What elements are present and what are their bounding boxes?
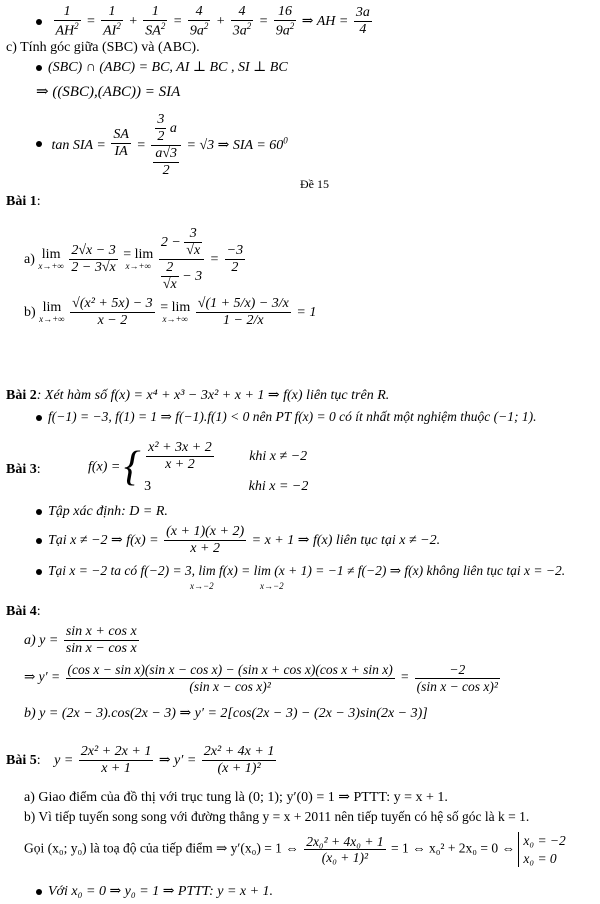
bai3-bullet-3: Tại x = −2 ta có f(−2) = 3, lim f(x) = lim (x + 1) = −1 ≠ f(−2) ⇒ f(x) không liên tục tại x = −2. — [36, 564, 565, 579]
nested-fraction: 2 − $\frac{3}{√x}$ $\frac{2}{√x}$ − 3 — [160, 226, 203, 293]
bai3-function: f(x) = { $\frac{\text{x² + 3x + 2}}{x + 2}$ khi x ≠ −2 3 khi x = −2 — [88, 440, 309, 495]
limit: lim x→+∞ — [39, 299, 65, 325]
bai1-heading: Bài 1: — [6, 194, 41, 209]
part-c-tan: tan SIA = $\frac{SA}{IA}$ = $\frac{3}{2}$ a $\frac{a√3}{2}$ = √3 ⇒ SIA = $60^0$ — [36, 112, 288, 179]
bai4-b: b) y = (2x − 3).cos(2x − 3) ⇒ y′ = 2[cos(2x − 3) − (2x − 3)sin(2x − 3)] — [24, 706, 428, 721]
fraction: $\frac{1}{SA^2}$ — [145, 4, 166, 39]
bai2-bullet: f(−1) = −3, f(1) = 1 ⇒ f(−1).f(1) < 0 nên PT f(x) = 0 có ít nhất một nghiệm thuộc (−1; 1). — [36, 410, 537, 425]
bai4-derivative: ⇒ y′ = (cos x − sin x)(sin x − cos x) − (sin x + cos x)(cos x + sin x) (sin x − cos x)² = $\frac{-2}{\text{(sin x − cos x)²}}$ — [24, 662, 498, 694]
fraction: $\frac{(x + 1)(x + 2)}{x + 2}$ — [166, 524, 245, 557]
fraction: (cos x − sin x)(sin x − cos x) − (sin x + cos x)(cos x + sin x) (sin x − cos x)² — [67, 662, 393, 694]
bullet-icon — [36, 65, 42, 71]
fraction: $\frac{3a}{4}$ — [355, 5, 370, 38]
limit-sub: x→−2 — [260, 581, 284, 591]
nested-fraction: $\frac{3}{2}$ a $\frac{a√3}{2}$ — [151, 112, 181, 179]
fraction: $\frac{-2}{\text{(sin x − cos x)²}}$ — [416, 662, 498, 694]
bullet-icon — [36, 141, 42, 147]
bullet-icon — [36, 889, 42, 895]
bullet-icon — [36, 415, 42, 421]
fraction: $\frac{-3}{2}$ — [226, 243, 244, 276]
bai2-heading: Bài 2: Xét hàm số f(x) = x⁴ + x³ − 3x² + x + 1 ⇒ f(x) liên tục trên R. — [6, 388, 390, 403]
brace-icon: { — [123, 444, 141, 491]
limit: = lim x→+∞ — [123, 247, 154, 272]
part-c-line-2: ⇒ ((SBC),(ABC)) = SIA — [36, 84, 181, 100]
bullet-icon — [36, 569, 42, 575]
bai5-gọi: Gọi (x₀; y₀) là toạ độ của tiếp điểm ⇒ y′(x₀) = 1 ⇔ $\frac{\text{2x₀² + 4x₀ + 1}}{\text{(x₀ + 1)²}}$ = 1 ⇔ x₀² + 2x₀ = 0 ⇔ x₀ = −2 x₀ = 0 — [24, 833, 566, 866]
fraction: $\frac{4}{3a^2}$ — [232, 4, 252, 39]
part-c-bullet-1: (SBC) ∩ (ABC) = BC, AI ⊥ BC , SI ⊥ BC — [36, 60, 288, 75]
bai4-heading: Bài 4: — [6, 604, 41, 619]
fraction: $\frac{\text{√(x² + 5x) − 3}}{x - 2}$ — [72, 296, 153, 329]
fraction: $\frac{1}{AI^2}$ — [103, 4, 121, 39]
fraction: $\frac{4}{9a^2}$ — [189, 4, 209, 39]
limit-sub: x→−2 — [190, 581, 214, 591]
bai4-a: a) y = $\frac{\text{sin x + cos x}}{\text{sin x − cos x}}$ — [24, 624, 137, 657]
bai1-b: b) lim x→+∞ $\frac{\text{√(x² + 5x) − 3}}{x - 2}$ = lim x→+∞ $\frac{√(1 + 5/x) - 3/x}{1 - 2/x}$ = 1 — [24, 296, 317, 329]
part-c-title: c) Tính góc giữa (SBC) và (ABC). — [6, 40, 200, 55]
equation-line-1: $\frac{1}{AH^2}$ = $\frac{1}{AI^2}$ + $\frac{1}{SA^2}$ = $\frac{4}{9a^2}$ + $\frac{4}{3a^2}$ = $\frac{16}{9a^2}$ ⇒ AH = $\frac{3a}{4}$ — [36, 4, 374, 40]
bai3-heading: Bài 3: — [6, 462, 41, 477]
bai5-b: b) Vì tiếp tuyến song song với đường thẳng y = x + 2011 nên tiếp tuyến có hệ số góc là k = 1. — [24, 809, 530, 824]
bai5-a: a) Giao điểm của đồ thị với trục tung là (0; 1); y′(0) = 1 ⇒ PTTT: y = x + 1. — [24, 790, 448, 805]
fraction: $\frac{2√x - 3}{2 - 3√x}$ — [71, 243, 116, 276]
bullet-icon — [36, 19, 42, 25]
bai1-a: a) lim x→+∞ $\frac{2√x - 3}{2 - 3√x}$ = lim x→+∞ 2 − $\frac{3}{√x}$ $\frac{2}{√x}$ − 3 = $\frac{-3}{2}$ — [24, 226, 244, 293]
fraction: $\frac{1}{AH^2}$ — [55, 4, 79, 39]
fraction: $\frac{\text{sin x + cos x}}{\text{sin x − cos x}}$ — [65, 624, 137, 657]
exam-label: Đề 15 — [300, 177, 329, 191]
fraction: $\frac{√(1 + 5/x) - 3/x}{1 - 2/x}$ — [197, 296, 289, 329]
bai5-heading: Bài 5: y = $\frac{\text{2x² + 2x + 1}}{x + 1}$ ⇒ y′ = $\frac{\text{2x² + 4x + 1}}{\text{(x + 1)²}}$ — [6, 744, 275, 777]
fraction: $\frac{16}{9a^2}$ — [275, 4, 295, 39]
fraction: $\frac{\text{2x² + 4x + 1}}{\text{(x + 1)²}}$ — [203, 744, 275, 777]
bai3-bullet-2: Tại x ≠ −2 ⇒ f(x) = $\frac{(x + 1)(x + 2)}{x + 2}$ = x + 1 ⇒ f(x) liên tục tại x ≠ −2. — [36, 524, 440, 557]
bullet-icon — [36, 509, 42, 515]
fraction: $\frac{\text{2x₀² + 4x₀ + 1}}{\text{(x₀ + 1)²}}$ — [306, 833, 384, 866]
bullet-icon — [36, 538, 42, 544]
bai3-bullet-1: Tập xác định: D = R. — [36, 504, 168, 519]
bai5-last: Với x₀ = 0 ⇒ y₀ = 1 ⇒ PTTT: y = x + 1. — [36, 884, 273, 899]
fraction: $\frac{\text{2x² + 2x + 1}}{x + 1}$ — [80, 744, 152, 777]
fraction: $\frac{SA}{IA}$ — [113, 127, 129, 160]
fraction: $\frac{\text{x² + 3x + 2}}{x + 2}$ — [148, 440, 212, 473]
limit: = lim x→+∞ — [160, 299, 191, 325]
limit: lim x→+∞ — [38, 247, 64, 272]
